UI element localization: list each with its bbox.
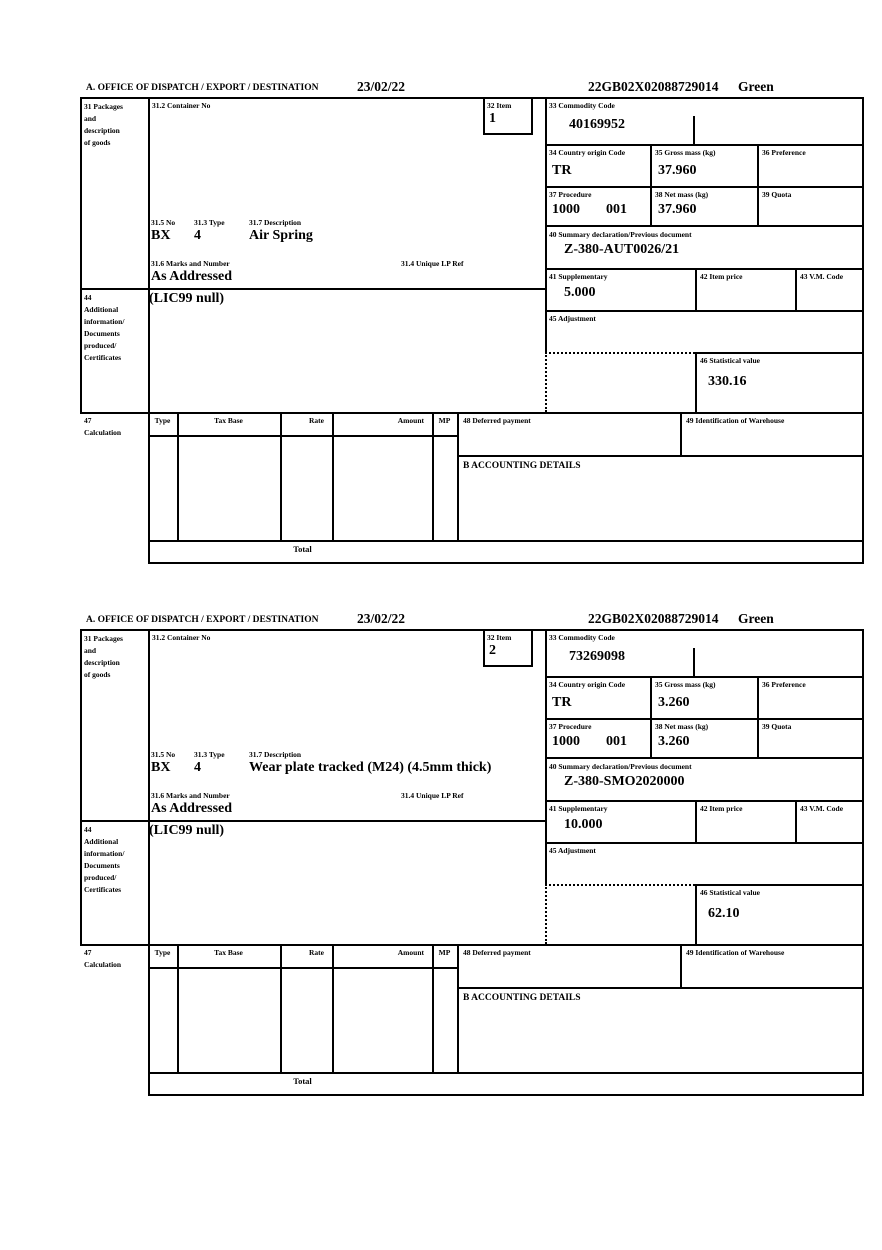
commodity-code-label: 33 Commodity Code xyxy=(549,633,615,642)
tax-amount-column-header: Amount xyxy=(397,416,424,425)
box31-label-line: and xyxy=(84,114,97,123)
adjustment-label: 45 Adjustment xyxy=(549,314,596,323)
box44-label xyxy=(84,824,124,896)
border-line xyxy=(80,412,864,414)
commodity-code-value: 40169952 xyxy=(569,117,625,132)
additional-info-value: (LIC99 null) xyxy=(149,823,225,838)
supplementary-units-value: 10.000 xyxy=(564,817,603,832)
border-line xyxy=(80,629,82,944)
packages-no-value: BX xyxy=(151,760,171,775)
box44-label xyxy=(84,292,124,364)
gross-mass-label: 35 Gross mass (kg) xyxy=(655,680,716,689)
deferred-payment-label: 48 Deferred payment xyxy=(463,416,531,425)
box44-label-line: Certificates xyxy=(84,353,122,362)
commodity-code-value: 73269098 xyxy=(569,649,625,664)
commodity-code-label: 33 Commodity Code xyxy=(549,101,615,110)
item-number-label: 32 Item xyxy=(487,633,512,642)
container-no-label: 31.2 Container No xyxy=(152,633,211,642)
border-line xyxy=(531,97,533,135)
tax-base-column-header: Tax Base xyxy=(214,948,243,957)
border-line xyxy=(148,629,150,1096)
description-label: 31.7 Description xyxy=(249,218,302,227)
country-origin-label: 34 Country origin Code xyxy=(549,148,626,157)
unique-lp-ref-label: 31.4 Unique LP Ref xyxy=(401,259,464,268)
gross-mass-value: 3.260 xyxy=(658,695,690,710)
preference-label: 36 Preference xyxy=(762,148,806,157)
border-line xyxy=(483,97,485,135)
border-line xyxy=(148,435,459,437)
box31-label-line: description xyxy=(84,658,120,667)
border-line xyxy=(80,820,547,822)
total-label: Total xyxy=(293,1076,312,1086)
border-line xyxy=(80,97,864,99)
border-line xyxy=(695,268,697,312)
warehouse-id-label: 49 Identification of Warehouse xyxy=(686,948,785,957)
packages-type-value: 4 xyxy=(194,228,201,243)
vm-code-label: 43 V.M. Code xyxy=(800,272,844,281)
tax-mp-column-header: MP xyxy=(438,416,451,425)
box44-label-line: Documents xyxy=(84,329,120,338)
border-line xyxy=(545,842,864,844)
box31-label-line: of goods xyxy=(84,670,111,679)
description-label: 31.7 Description xyxy=(249,750,302,759)
marks-label: 31.6 Marks and Number xyxy=(151,259,230,268)
accounting-details-label: B ACCOUNTING DETAILS xyxy=(463,993,581,1003)
procedure-code-value: 1000 xyxy=(552,202,580,217)
box44-label-line: produced/ xyxy=(84,341,117,350)
box44-label-line: Certificates xyxy=(84,885,122,894)
border-line xyxy=(545,676,864,678)
tax-amount-column-header: Amount xyxy=(397,948,424,957)
border-line xyxy=(545,186,864,188)
border-line xyxy=(432,944,434,1072)
tax-base-column-header: Tax Base xyxy=(214,416,243,425)
box44-label-line: produced/ xyxy=(84,873,117,882)
box31-label-line: 31 Packages xyxy=(84,634,123,643)
border-line xyxy=(862,97,864,564)
border-line xyxy=(80,288,547,290)
border-line xyxy=(432,412,434,540)
border-line xyxy=(695,352,697,412)
border-line xyxy=(545,310,864,312)
item-number-value: 2 xyxy=(489,643,496,658)
tax-rate-column-header: Rate xyxy=(309,948,324,957)
packages-type-label: 31.3 Type xyxy=(194,750,225,759)
box47-number-label: 47 xyxy=(84,948,92,957)
procedure-label: 37 Procedure xyxy=(549,722,592,731)
gross-mass-label: 35 Gross mass (kg) xyxy=(655,148,716,157)
country-origin-value: TR xyxy=(552,163,572,178)
box44-label-line: information/ xyxy=(84,849,125,858)
country-origin-value: TR xyxy=(552,695,572,710)
quota-label: 39 Quota xyxy=(762,190,792,199)
border-line xyxy=(795,268,797,312)
statistical-value-label: 46 Statistical value xyxy=(700,356,760,365)
quota-label: 39 Quota xyxy=(762,722,792,731)
border-line xyxy=(695,884,697,944)
border-line xyxy=(545,144,864,146)
item-number-label: 32 Item xyxy=(487,101,512,110)
border-line xyxy=(280,412,282,540)
border-line xyxy=(650,676,652,759)
section-a-title: A. OFFICE OF DISPATCH / EXPORT / DESTINATION xyxy=(86,83,319,93)
warehouse-id-label: 49 Identification of Warehouse xyxy=(686,416,785,425)
declaration-item-block xyxy=(80,78,864,570)
border-line xyxy=(280,944,282,1072)
deferred-payment-label: 48 Deferred payment xyxy=(463,948,531,957)
item-price-label: 42 Item price xyxy=(700,804,743,813)
border-line xyxy=(545,225,864,227)
box44-label-line: 44 xyxy=(84,293,92,302)
net-mass-value: 37.960 xyxy=(658,202,697,217)
box47-number-label: 47 xyxy=(84,416,92,425)
item-number-value: 1 xyxy=(489,111,496,126)
border-line xyxy=(148,967,459,969)
declaration-item-block xyxy=(80,610,864,1102)
movement-reference-number: 22GB02X02088729014 xyxy=(588,79,719,94)
container-no-label: 31.2 Container No xyxy=(152,101,211,110)
border-line xyxy=(795,800,797,844)
border-line xyxy=(457,412,459,540)
box31-label-line: and xyxy=(84,646,97,655)
border-line xyxy=(148,1094,864,1096)
net-mass-value: 3.260 xyxy=(658,734,690,749)
border-line xyxy=(757,676,759,759)
border-line xyxy=(862,629,864,1096)
box31-label xyxy=(84,633,123,681)
tax-type-column-header: Type xyxy=(154,416,171,425)
border-line xyxy=(545,268,864,270)
border-line xyxy=(693,116,695,144)
border-line xyxy=(757,144,759,227)
goods-description-value: Wear plate tracked (M24) (4.5mm thick) xyxy=(249,760,492,775)
previous-document-label: 40 Summary declaration/Previous document xyxy=(549,762,692,771)
supplementary-label: 41 Supplementary xyxy=(549,804,608,813)
previous-document-label: 40 Summary declaration/Previous document xyxy=(549,230,692,239)
border-line xyxy=(693,648,695,676)
net-mass-label: 38 Net mass (kg) xyxy=(655,722,709,731)
box44-label-line: 44 xyxy=(84,825,92,834)
previous-document-value: Z-380-AUT0026/21 xyxy=(564,242,680,257)
border-line xyxy=(177,944,179,1072)
packages-no-value: BX xyxy=(151,228,171,243)
border-line xyxy=(680,412,682,457)
vm-code-label: 43 V.M. Code xyxy=(800,804,844,813)
statistical-value: 62.10 xyxy=(708,906,740,921)
net-mass-label: 38 Net mass (kg) xyxy=(655,190,709,199)
border-line xyxy=(457,987,864,989)
preference-label: 36 Preference xyxy=(762,680,806,689)
border-line xyxy=(148,97,150,564)
box47-name-label: Calculation xyxy=(84,428,122,437)
border-line xyxy=(650,144,652,227)
tax-mp-column-header: MP xyxy=(438,948,451,957)
accounting-details-label: B ACCOUNTING DETAILS xyxy=(463,461,581,471)
tax-rate-column-header: Rate xyxy=(309,416,324,425)
border-line xyxy=(457,944,459,1072)
marks-value: As Addressed xyxy=(151,269,233,284)
border-line xyxy=(483,133,533,135)
item-price-label: 42 Item price xyxy=(700,272,743,281)
border-line xyxy=(332,944,334,1072)
border-line xyxy=(545,757,864,759)
movement-reference-number: 22GB02X02088729014 xyxy=(588,611,719,626)
unique-lp-ref-label: 31.4 Unique LP Ref xyxy=(401,791,464,800)
dotted-border-line xyxy=(545,884,547,944)
border-line xyxy=(80,629,864,631)
supplementary-label: 41 Supplementary xyxy=(549,272,608,281)
marks-value: As Addressed xyxy=(151,801,233,816)
box44-label-line: information/ xyxy=(84,317,125,326)
box47-name-label: Calculation xyxy=(84,960,122,969)
border-line xyxy=(457,455,864,457)
adjustment-label: 45 Adjustment xyxy=(549,846,596,855)
packages-type-value: 4 xyxy=(194,760,201,775)
border-line xyxy=(695,352,864,354)
total-label: Total xyxy=(293,544,312,554)
routing-indicator: Green xyxy=(738,611,774,626)
border-line xyxy=(148,1072,864,1074)
statistical-value-label: 46 Statistical value xyxy=(700,888,760,897)
procedure-code-2-value: 001 xyxy=(606,734,627,749)
border-line xyxy=(332,412,334,540)
box44-label-line: Documents xyxy=(84,861,120,870)
procedure-code-2-value: 001 xyxy=(606,202,627,217)
border-line xyxy=(483,629,485,667)
border-line xyxy=(545,718,864,720)
border-line xyxy=(80,944,864,946)
packages-no-label: 31.5 No xyxy=(151,750,176,759)
border-line xyxy=(531,629,533,667)
goods-description-value: Air Spring xyxy=(249,228,313,243)
packages-type-label: 31.3 Type xyxy=(194,218,225,227)
dotted-border-line xyxy=(545,884,695,886)
border-line xyxy=(695,800,697,844)
box31-label-line: of goods xyxy=(84,138,111,147)
statistical-value: 330.16 xyxy=(708,374,747,389)
procedure-code-value: 1000 xyxy=(552,734,580,749)
border-line xyxy=(148,562,864,564)
gross-mass-value: 37.960 xyxy=(658,163,697,178)
border-line xyxy=(148,540,864,542)
marks-label: 31.6 Marks and Number xyxy=(151,791,230,800)
box31-label xyxy=(84,101,123,149)
box44-label-line: Additional xyxy=(84,837,119,846)
border-line xyxy=(483,665,533,667)
border-line xyxy=(680,944,682,989)
box44-label-line: Additional xyxy=(84,305,119,314)
declaration-date: 23/02/22 xyxy=(357,79,406,94)
border-line xyxy=(695,884,864,886)
procedure-label: 37 Procedure xyxy=(549,190,592,199)
packages-no-label: 31.5 No xyxy=(151,218,176,227)
section-a-title: A. OFFICE OF DISPATCH / EXPORT / DESTINATION xyxy=(86,615,319,625)
box31-label-line: description xyxy=(84,126,120,135)
border-line xyxy=(177,412,179,540)
previous-document-value: Z-380-SMO2020000 xyxy=(564,774,685,789)
supplementary-units-value: 5.000 xyxy=(564,285,596,300)
routing-indicator: Green xyxy=(738,79,774,94)
box31-label-line: 31 Packages xyxy=(84,102,123,111)
border-line xyxy=(80,97,82,412)
dotted-border-line xyxy=(545,352,547,412)
dotted-border-line xyxy=(545,352,695,354)
border-line xyxy=(545,800,864,802)
declaration-date: 23/02/22 xyxy=(357,611,406,626)
country-origin-label: 34 Country origin Code xyxy=(549,680,626,689)
additional-info-value: (LIC99 null) xyxy=(149,291,225,306)
tax-type-column-header: Type xyxy=(154,948,171,957)
